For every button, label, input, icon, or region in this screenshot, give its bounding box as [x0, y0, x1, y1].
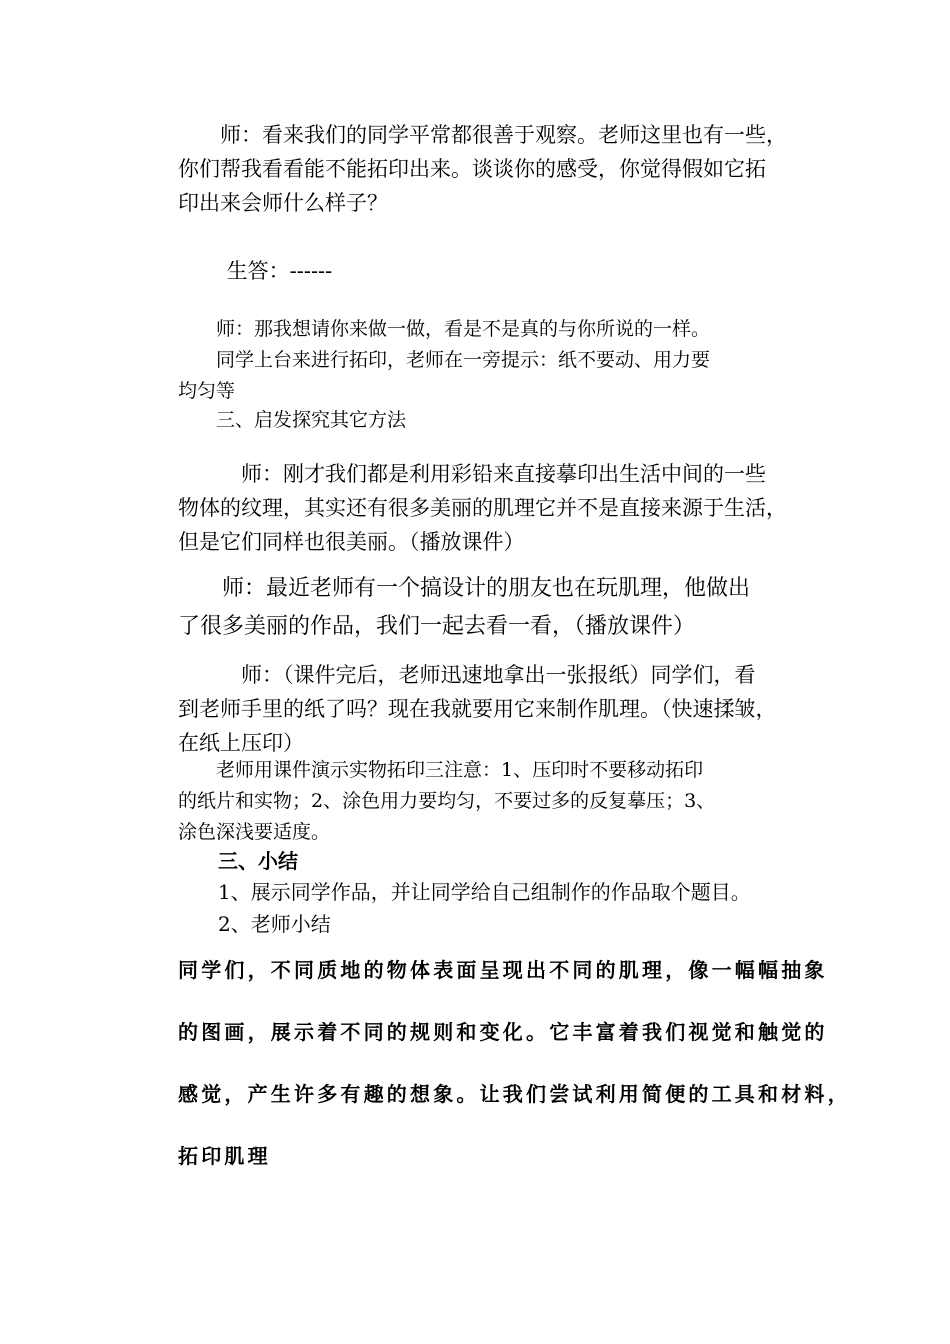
summary-item: 2、老师小结 — [178, 912, 331, 936]
text-line: 涂色深浅要适度。 — [178, 821, 331, 843]
closing-line-3: 感觉，产生许多有趣的想象。让我们尝试利用简便的工具和材料， — [178, 1082, 851, 1106]
section-heading-summary — [178, 845, 810, 877]
closing-line-4: 拓印肌理 — [178, 1144, 271, 1168]
text-line: 到老师手里的纸了吗？现在我就要用它来制作肌理。（快速揉皱， — [178, 697, 777, 721]
text-line: 师：那我想请你来做一做，看是不是真的与你所说的一样。 — [178, 318, 711, 340]
paragraph-teacher-texture — [178, 457, 810, 559]
text-line: 均匀等 — [178, 380, 236, 402]
text-line: 师：看来我们的同学平常都很善于观察。老师这里也有一些， — [178, 123, 787, 147]
text-line: 的纸片和实物；2、涂色用力要均匀，不要过多的反复摹压；3、 — [178, 790, 716, 812]
text-line: 同学上台来进行拓印，老师在一旁提示：纸不要动、用力要 — [178, 349, 711, 371]
text-line: 物体的纹理，其实还有很多美丽的肌理它并不是直接来源于生活， — [178, 496, 787, 520]
text-line: 三、启发探究其它方法 — [178, 409, 407, 431]
text-line: 印出来会师什么样子？ — [178, 191, 388, 215]
closing-line-2: 的图画，展示着不同的规则和变化。它丰富着我们视觉和触觉的 — [178, 1020, 828, 1044]
text-line: 了很多美丽的作品，我们一起去看一看，（播放课件） — [178, 614, 696, 639]
summary-item: 1、展示同学作品，并让同学给自己组制作的作品取个题目。 — [178, 880, 751, 904]
section-heading-explore — [178, 405, 810, 436]
paragraph-print-notes — [178, 755, 810, 848]
text-line: 生答：------ — [178, 259, 333, 283]
text-line: 老师用课件演示实物拓印三注意：1、压印时不要移动拓印 — [178, 759, 704, 781]
text-line: 师：刚才我们都是利用彩铅来直接摹印出生活中间的一些 — [178, 462, 766, 486]
text-line: 师：（课件完后，老师迅速地拿出一张报纸）同学们，看 — [178, 663, 756, 687]
text-line: 在纸上压印） — [178, 731, 304, 755]
paragraph-teacher-designer — [178, 570, 810, 646]
paragraph-student-answer — [178, 254, 810, 288]
paragraph-teacher-newspaper — [178, 658, 810, 760]
text-line: 你们帮我看看能不能拓印出来。谈谈你的感受，你觉得假如它拓 — [178, 157, 766, 181]
text-line: 但是它们同样也很美丽。（播放课件） — [178, 530, 525, 554]
paragraph-teacher-observe — [178, 118, 810, 220]
summary-list — [178, 876, 810, 940]
closing-line-1: 同学们，不同质地的物体表面呈现出不同的肌理，像一幅幅抽象 — [178, 958, 828, 982]
text-line: 师：最近老师有一个搞设计的朋友也在玩肌理，他做出 — [178, 576, 751, 601]
paragraph-teacher-try — [178, 314, 810, 407]
text-line: 三、小结 — [178, 849, 298, 873]
